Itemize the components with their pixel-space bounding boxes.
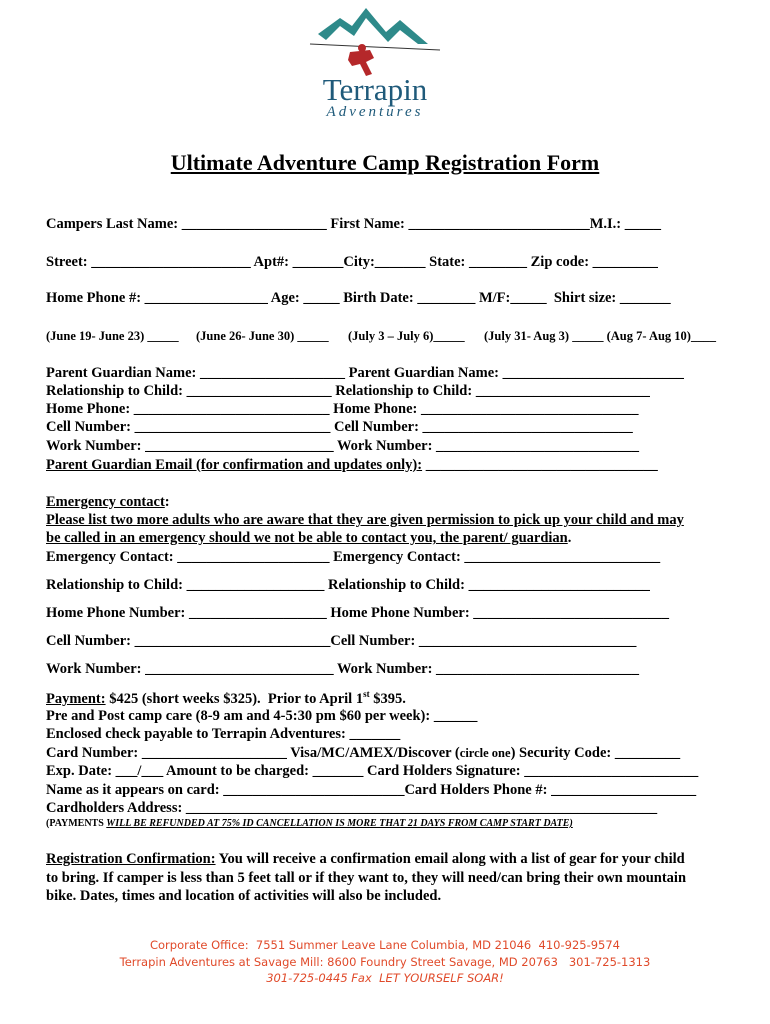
emergency-note-2: be called in an emergency should we not be able to contact you, the parent/ guardian. bbox=[46, 530, 572, 546]
payment-camp-care-line[interactable]: Pre and Post camp care (8-9 am and 4-5:30 pm $60 per week): ______ bbox=[46, 708, 478, 724]
emergency-note-1: Please list two more adults who are aware that they are given permission to pick up your child and may bbox=[46, 512, 684, 528]
camper-details-line[interactable]: Home Phone #: _________________ Age: _____ Birth Date: ________ M/F:_____ Shirt size: _______ bbox=[46, 290, 671, 306]
parent-home-phone-line[interactable]: Home Phone: ___________________________ Home Phone: ______________________________ bbox=[46, 401, 639, 417]
payment-price-line: Payment: $425 (short weeks $325). Prior to April 1st $395. bbox=[46, 689, 406, 707]
week-june26[interactable]: (June 26- June 30) _____ bbox=[196, 329, 329, 343]
mountain-icon bbox=[318, 8, 428, 44]
payment-card-number-line[interactable]: Card Number: ____________________ Visa/MC/AMEX/Discover (circle one) Security Code: _________ bbox=[46, 745, 681, 761]
week-june19[interactable]: (June 19- June 23) _____ bbox=[46, 329, 179, 343]
emergency-heading: Emergency contact: bbox=[46, 494, 170, 510]
footer-corporate-office: Corporate Office: 7551 Summer Leave Lane Columbia, MD 21046 410-925-9574 bbox=[149, 938, 620, 952]
camper-name-line[interactable]: Campers Last Name: ____________________ First Name: _________________________M.I.: _____ bbox=[46, 216, 661, 232]
parent-cell-line[interactable]: Cell Number: ___________________________ Cell Number: _____________________________ bbox=[46, 419, 633, 435]
confirmation-line-2: to bring. If camper is less than 5 feet tall or if they want to, they will need/can bring their own mountain bbox=[46, 870, 687, 886]
emergency-relationship-line[interactable]: Relationship to Child: ___________________ Relationship to Child: _________________________ bbox=[46, 577, 650, 593]
parent-work-line[interactable]: Work Number: __________________________ Work Number: ____________________________ bbox=[46, 438, 640, 454]
footer-savage-mill: Terrapin Adventures at Savage Mill: 8600 Foundry Street Savage, MD 20763 301-725-1313 bbox=[119, 955, 651, 969]
parent-relationship-line[interactable]: Relationship to Child: ____________________ Relationship to Child: ________________________ bbox=[46, 383, 650, 399]
emergency-home-phone-line[interactable]: Home Phone Number: ___________________ Home Phone Number: ___________________________ bbox=[46, 605, 670, 621]
payment-check-line[interactable]: Enclosed check payable to Terrapin Adventures: _______ bbox=[46, 726, 401, 742]
refund-policy: (PAYMENTS WILL BE REFUNDED AT 75% ID CANCELLATION IS MORE THAT 21 DAYS FROM CAMP START DATE) bbox=[46, 818, 573, 829]
week-july3[interactable]: (July 3 – July 6)_____ bbox=[348, 329, 465, 343]
week-july31[interactable]: (July 31- Aug 3) _____ (Aug 7- Aug 10)____ bbox=[484, 329, 716, 343]
brand-subtitle: Adventures bbox=[326, 104, 424, 120]
emergency-cell-line[interactable]: Cell Number: ___________________________Cell Number: ______________________________ bbox=[46, 633, 637, 649]
confirmation-line-1: Registration Confirmation: You will receive a confirmation email along with a list of gear for your child bbox=[46, 851, 685, 867]
parent-email-label: Parent Guardian Email (for confirmation and updates only): bbox=[46, 457, 423, 473]
parent-name-line[interactable]: Parent Guardian Name: ____________________ Parent Guardian Name: _________________________ bbox=[46, 365, 684, 381]
parent-email-blank[interactable]: ________________________________ bbox=[422, 457, 658, 473]
camper-address-line[interactable]: Street: ______________________ Apt#: _______City:_______ State: ________ Zip code: _________ bbox=[46, 254, 658, 270]
form-title: Ultimate Adventure Camp Registration Form bbox=[170, 150, 600, 175]
payment-address-line[interactable]: Cardholders Address: _________________________________________________________________ bbox=[46, 800, 658, 816]
parent-email-line[interactable] bbox=[46, 457, 658, 474]
brand-name: Terrapin bbox=[322, 72, 428, 107]
emergency-contact-line[interactable]: Emergency Contact: _____________________ Emergency Contact: ___________________________ bbox=[46, 549, 661, 565]
footer-fax-slogan: 301-725-0445 Fax LET YOURSELF SOAR! bbox=[266, 971, 504, 985]
payment-name-line[interactable]: Name as it appears on card: _________________________Card Holders Phone #: ____________________ bbox=[46, 782, 697, 798]
emergency-work-line[interactable]: Work Number: __________________________ Work Number: ____________________________ bbox=[46, 661, 640, 677]
payment-exp-line[interactable]: Exp. Date: ___/___ Amount to be charged: _______ Card Holders Signature: ________________________ bbox=[46, 763, 699, 779]
confirmation-line-3: bike. Dates, times and location of activities will also be included. bbox=[46, 888, 442, 904]
